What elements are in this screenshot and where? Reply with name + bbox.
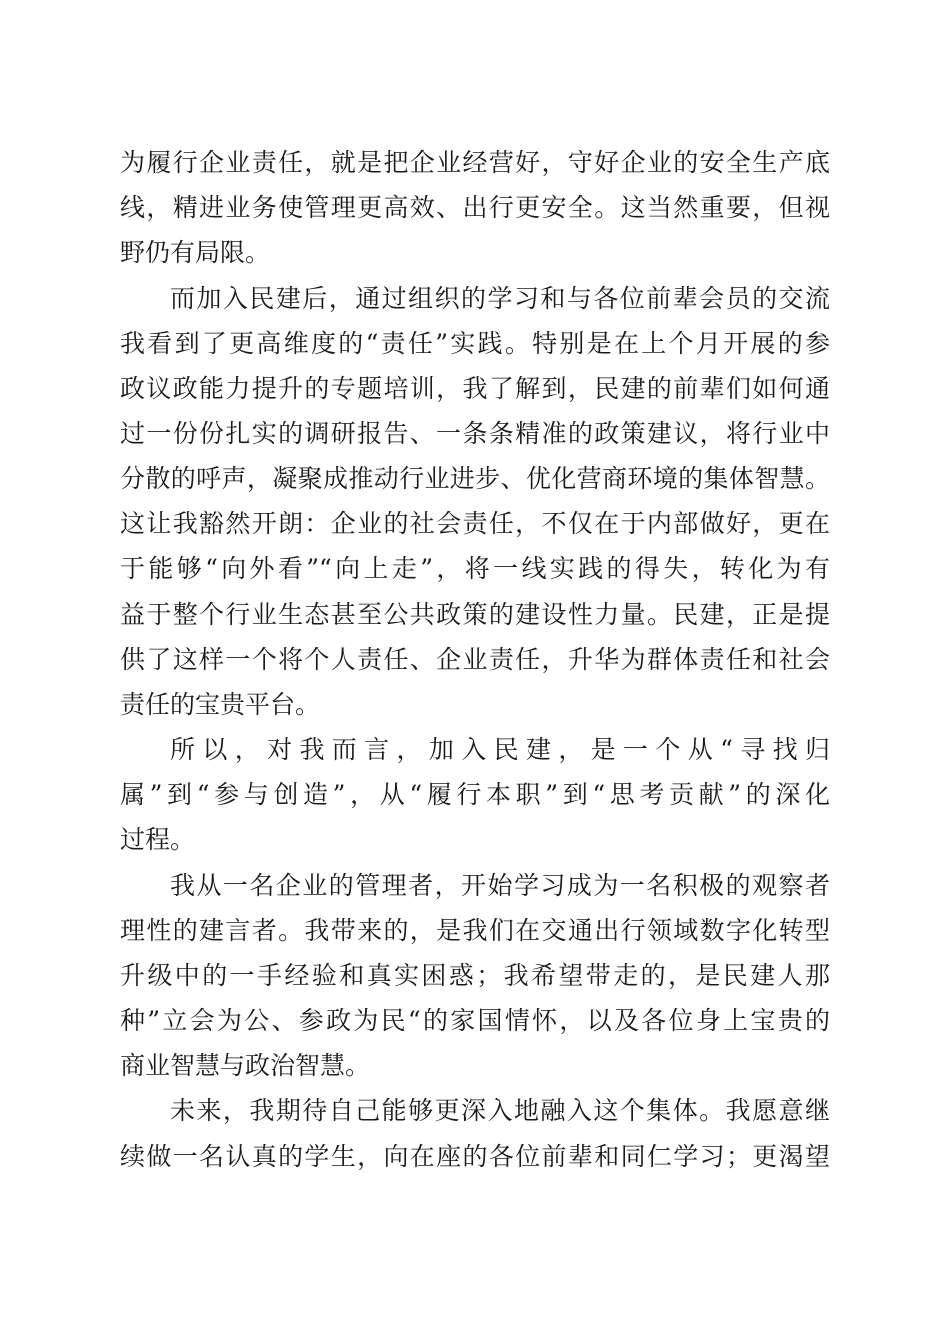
text-line: 过程。: [120, 825, 196, 854]
text-line: 线，精进业务使管理更高效、出行更安全。这当然重要，但视: [120, 193, 830, 222]
paragraph-first-line: 我从一名企业的管理者，开始学习成为一名积极的观察者: [170, 871, 830, 900]
text-line: 于能够“向外看”“向上走”，将一线实践的得失，转化为有: [120, 554, 830, 583]
text-line: 政议政能力提升的专题培训，我了解到，民建的前辈们如何通: [120, 374, 830, 403]
text-line: 过一份份扎实的调研报告、一条条精准的政策建议，将行业中: [120, 419, 830, 448]
paragraph-first-line: 而加入民建后，通过组织的学习和与各位前辈会员的交流: [170, 284, 830, 313]
text-line: 续做一名认真的学生，向在座的各位前辈和同仁学习；更渴望: [120, 1142, 830, 1171]
text-line: 野仍有局限。: [120, 238, 271, 267]
paragraph-first-line: 所以，对我而言，加入民建，是一个从“寻找归: [170, 735, 830, 764]
text-line: 这让我豁然开朗：企业的社会责任，不仅在于内部做好，更在: [120, 509, 830, 538]
text-line: 商业智慧与政治智慧。: [120, 1051, 371, 1080]
text-line: 理性的建言者。我带来的，是我们在交通出行领域数字化转型: [120, 916, 830, 945]
text-line: 责任的宝贵平台。: [120, 690, 321, 719]
text-line: 种”立会为公、参政为民“的家国情怀，以及各位身上宝贵的: [120, 1006, 830, 1035]
text-line: 为履行企业责任，就是把企业经营好，守好企业的安全生产底: [120, 148, 830, 177]
text-line: 益于整个行业生态甚至公共政策的建设性力量。民建，正是提: [120, 600, 830, 629]
text-line: 分散的呼声，凝聚成推动行业进步、优化营商环境的集体智慧。: [120, 464, 830, 493]
text-line: 升级中的一手经验和真实困惑；我希望带走的，是民建人那: [120, 961, 830, 990]
paragraph-first-line: 未来，我期待自己能够更深入地融入这个集体。我愿意继: [170, 1096, 830, 1125]
text-line: 属”到“参与创造”，从“履行本职”到“思考贡献”的深化: [120, 780, 830, 809]
text-line: 供了这样一个将个人责任、企业责任，升华为群体责任和社会: [120, 645, 830, 674]
text-line: 我看到了更高维度的“责任”实践。特别是在上个月开展的参: [120, 329, 830, 358]
